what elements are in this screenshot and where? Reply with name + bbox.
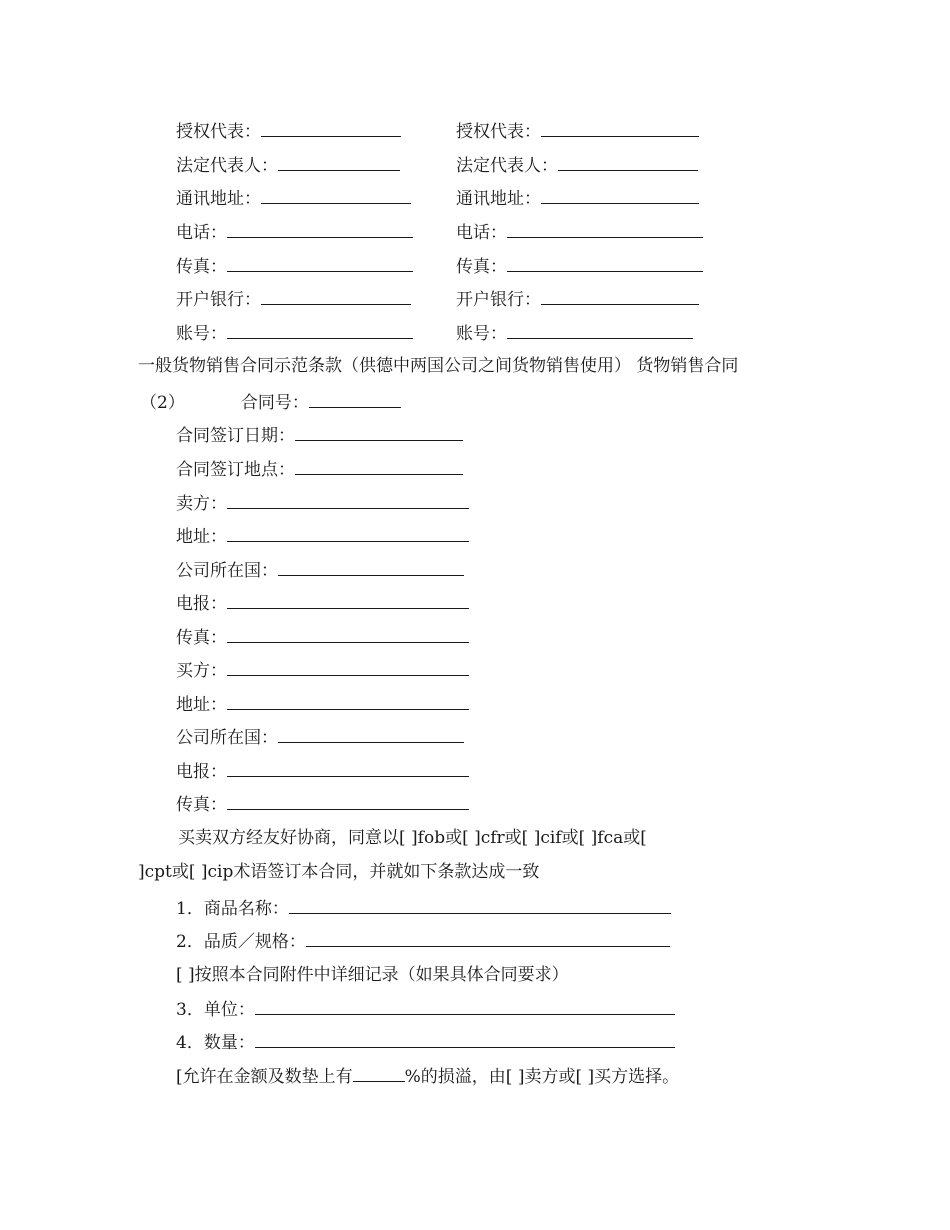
field-label: 地址：: [176, 527, 227, 547]
field-buyer-country: [176, 727, 464, 748]
contract-sequence: （2）: [140, 393, 185, 413]
field-label: 4．数量：: [176, 1033, 255, 1053]
party-a-account: [176, 323, 413, 344]
item-quantity: [176, 1032, 675, 1053]
blank-line[interactable]: [541, 188, 699, 204]
contract-heading: 一般货物销售合同示范条款（供德中两国公司之间货物销售使用） 货物销售合同: [138, 356, 739, 376]
blank-line[interactable]: [309, 392, 401, 408]
field-label: 电报：: [176, 594, 227, 614]
field-label: 授权代表：: [456, 122, 541, 142]
contract-number-label: 合同号：: [240, 393, 309, 413]
contract-number-line: [140, 392, 401, 413]
field-label: 账号：: [176, 324, 227, 344]
terms-paragraph-line1: 买卖双方经友好协商，同意以[ ]fob或[ ]cfr或[ ]cif或[ ]fca或[: [178, 828, 647, 848]
item-quality-spec: [176, 931, 670, 952]
party-a-authorized-rep: [176, 121, 401, 142]
blank-line[interactable]: [227, 593, 469, 609]
field-seller: [176, 493, 469, 514]
field-label: 传真：: [176, 628, 227, 648]
blank-line[interactable]: [507, 222, 703, 238]
blank-line[interactable]: [541, 289, 699, 305]
field-buyer-address: [176, 694, 469, 715]
field-label: 买方：: [176, 661, 227, 681]
blank-line[interactable]: [227, 526, 469, 542]
field-label: 合同签订日期：: [176, 426, 295, 446]
field-label: 通讯地址：: [176, 189, 261, 209]
field-label: 传真：: [456, 257, 507, 277]
blank-line[interactable]: [541, 121, 699, 137]
party-b-address: [456, 188, 699, 209]
party-b-phone: [456, 222, 703, 243]
item-commodity-name: [176, 898, 671, 919]
field-label: 电报：: [176, 762, 227, 782]
field-label: 电话：: [456, 223, 507, 243]
field-signing-date: [176, 425, 463, 446]
field-label: 地址：: [176, 695, 227, 715]
blank-line[interactable]: [227, 323, 413, 339]
blank-line[interactable]: [278, 727, 464, 743]
blank-line[interactable]: [295, 425, 463, 441]
party-b-bank: [456, 289, 699, 310]
blank-line[interactable]: [289, 898, 671, 914]
party-a-address: [176, 188, 411, 209]
blank-line[interactable]: [227, 627, 469, 643]
field-label: 法定代表人：: [176, 156, 278, 176]
blank-line[interactable]: [255, 1032, 675, 1048]
blank-line[interactable]: [558, 155, 698, 171]
item-unit: [176, 999, 675, 1020]
party-b-fax: [456, 256, 703, 277]
field-label: 1．商品名称：: [176, 899, 289, 919]
party-a-bank: [176, 289, 411, 310]
field-label: 授权代表：: [176, 122, 261, 142]
field-label: 公司所在国：: [176, 728, 278, 748]
field-seller-country: [176, 560, 464, 581]
field-label: 开户银行：: [176, 290, 261, 310]
blank-line[interactable]: [261, 121, 401, 137]
party-b-authorized-rep: [456, 121, 699, 142]
blank-line[interactable]: [507, 323, 693, 339]
terms-paragraph-line2: ]cpt或[ ]cip术语签订本合同，并就如下条款达成一致: [138, 862, 540, 882]
party-a-legal-rep: [176, 155, 400, 176]
field-label: 公司所在国：: [176, 561, 278, 581]
blank-line[interactable]: [306, 931, 670, 947]
field-label: 通讯地址：: [456, 189, 541, 209]
blank-line[interactable]: [227, 694, 469, 710]
blank-line[interactable]: [255, 999, 675, 1015]
field-label: 传真：: [176, 795, 227, 815]
field-label: 法定代表人：: [456, 156, 558, 176]
blank-line[interactable]: [261, 188, 411, 204]
blank-line[interactable]: [227, 493, 469, 509]
item-annex-option: [ ]按照本合同附件中详细记录（如果具体合同要求）: [176, 965, 569, 985]
field-label: 3．单位：: [176, 1000, 255, 1020]
field-buyer-telegram: [176, 761, 469, 782]
field-buyer-fax: [176, 794, 469, 815]
blank-line[interactable]: [261, 289, 411, 305]
field-label: 2．品质／规格：: [176, 932, 306, 952]
party-a-fax: [176, 256, 413, 277]
blank-line[interactable]: [227, 761, 469, 777]
blank-line[interactable]: [507, 256, 703, 272]
field-signing-place: [176, 459, 463, 480]
field-label: 合同签订地点：: [176, 460, 295, 480]
tolerance-text-b: %的损溢，由[ ]卖方或[ ]买方选择。: [404, 1067, 680, 1087]
field-seller-address: [176, 526, 469, 547]
party-b-legal-rep: [456, 155, 698, 176]
blank-line[interactable]: [278, 560, 464, 576]
field-label: 电话：: [176, 223, 227, 243]
field-seller-fax: [176, 627, 469, 648]
field-seller-telegram: [176, 593, 469, 614]
field-buyer: [176, 660, 469, 681]
party-b-account: [456, 323, 693, 344]
field-label: 账号：: [456, 324, 507, 344]
blank-line[interactable]: [227, 794, 469, 810]
item-tolerance: [176, 1066, 679, 1087]
blank-line[interactable]: [295, 459, 463, 475]
blank-line[interactable]: [227, 256, 413, 272]
tolerance-text-a: [允许在金额及数垫上有: [176, 1067, 353, 1087]
field-label: 开户银行：: [456, 290, 541, 310]
blank-line[interactable]: [353, 1066, 405, 1082]
blank-line[interactable]: [227, 660, 469, 676]
blank-line[interactable]: [278, 155, 400, 171]
field-label: 卖方：: [176, 494, 227, 514]
party-a-phone: [176, 222, 413, 243]
blank-line[interactable]: [227, 222, 413, 238]
field-label: 传真：: [176, 257, 227, 277]
